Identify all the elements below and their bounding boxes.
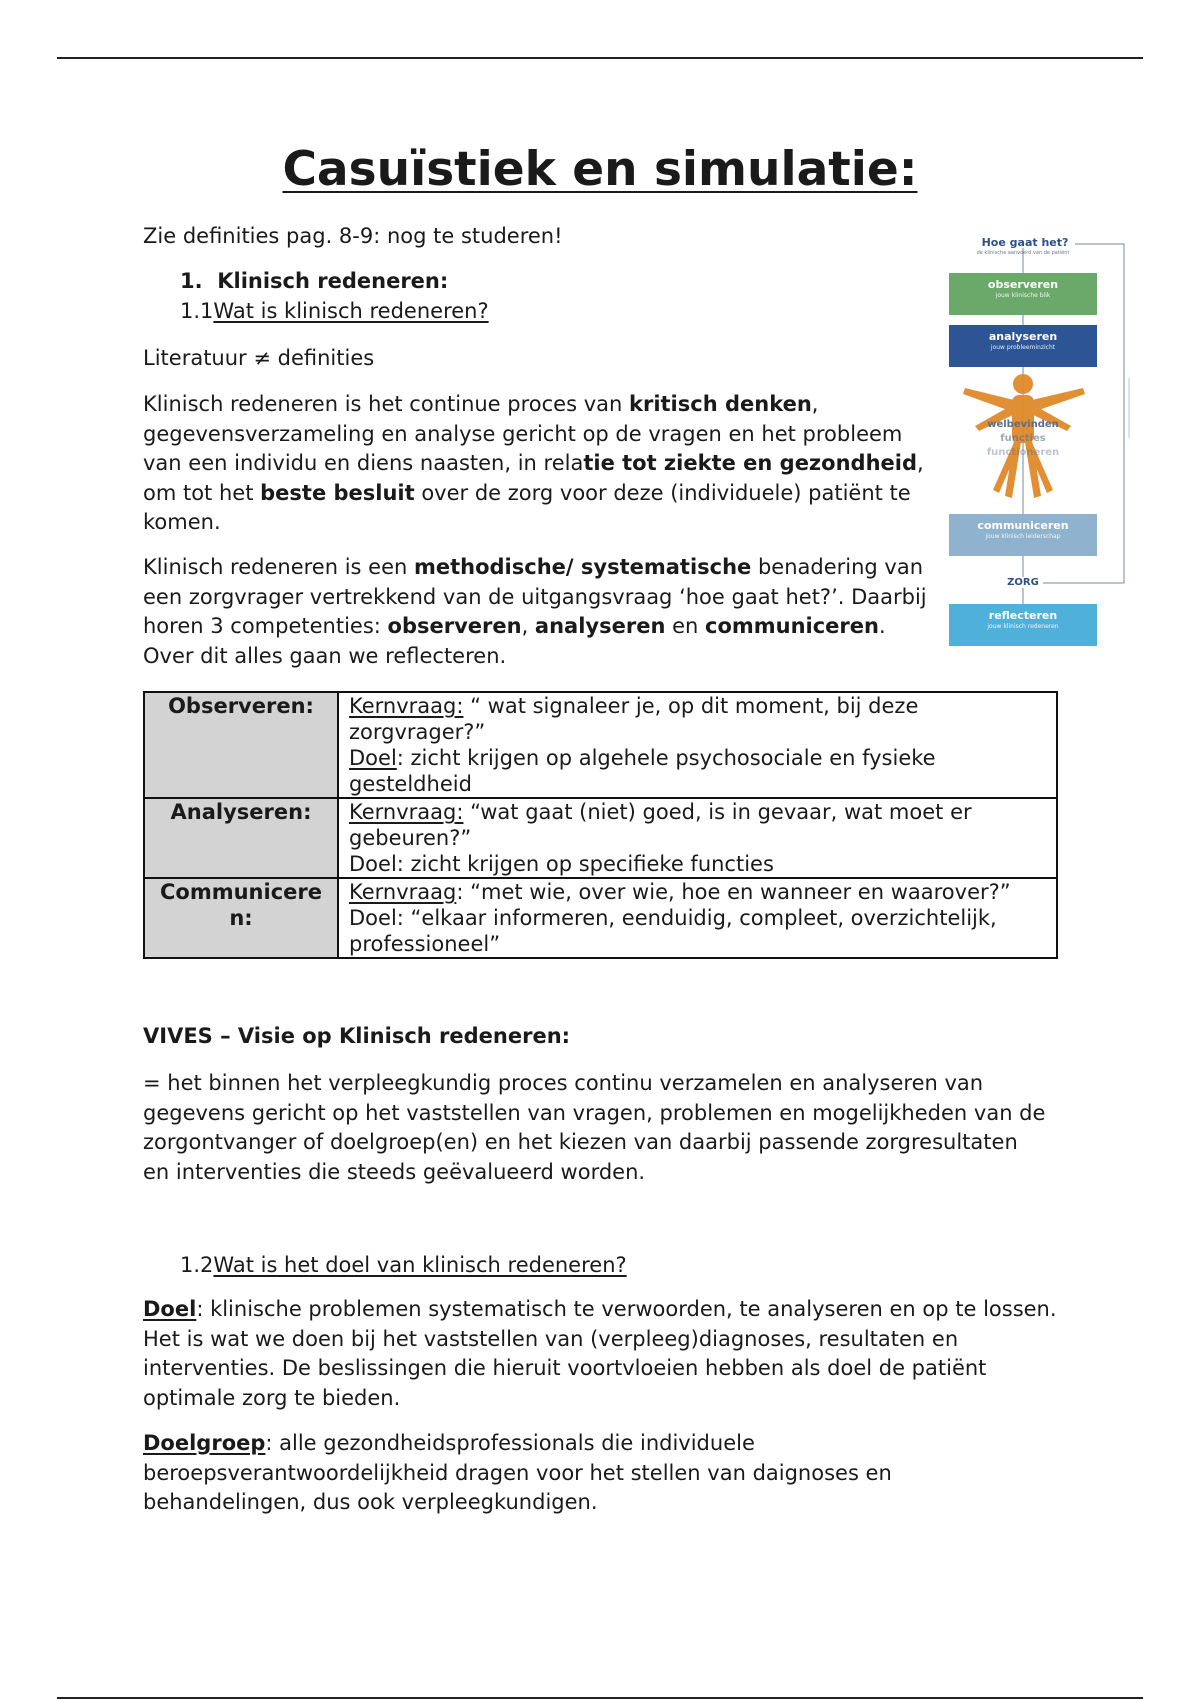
intro-note: Zie definities pag. 8-9: nog te studeren! — [143, 224, 563, 248]
diagram-question: Hoe gaat het? — [981, 236, 1069, 249]
subsection-heading-1-2 — [180, 1251, 627, 1280]
diagram-body-label: welbevinden functies functioneren — [986, 419, 1060, 458]
subsection-label: Wat is het doel van klinisch redeneren? — [213, 1253, 627, 1277]
vives-paragraph: = het binnen het verpleegkundig proces continu verzamelen en analyseren van gegevens gericht op het vaststellen van vragen, problemen en mogelijkheden van de zorgontvanger of doelgroep(en) en het kiezen van daarbij passende zorgresultaten en interventies die steeds geëvalueerd worden. — [143, 1071, 1046, 1184]
competency-table — [143, 691, 1058, 959]
table-row — [144, 798, 1057, 878]
top-rule — [57, 57, 1143, 59]
table-row — [144, 878, 1057, 958]
diagram-question-sub: de klinische aanvoerd van de patiënt — [976, 250, 1070, 256]
row-content: Kernvraag: “met wie, over wie, hoe en wanneer en waarover?” Doel: “elkaar informeren, eenduidig, compleet, overzichtelijk, professioneel” — [338, 878, 1057, 958]
subsection-heading-1-1 — [180, 297, 489, 326]
subsection-number: 1.1 — [180, 299, 214, 323]
diagram-box-analyseren: analyseren jouw probleeminzicht — [949, 325, 1097, 367]
clinical-reasoning-diagram — [935, 228, 1135, 658]
section-heading-1 — [180, 267, 448, 296]
method-paragraph: Klinisch redeneren is een methodische/ systematische benadering van een zorgvrager vertrekkend van de uitgangsvraag ‘hoe gaat het?’. Daarbij horen 3 competenties: observeren, analyseren en communiceren. Over dit alles gaan we reflecteren. — [143, 555, 927, 668]
table-row — [144, 692, 1057, 798]
section-label: Klinisch redeneren: — [217, 269, 449, 293]
diagram-box-observeren: observeren jouw klinische blik — [949, 273, 1097, 315]
row-label: Observeren: — [144, 692, 338, 798]
row-label: Communicere n: — [144, 878, 338, 958]
diagram-box-communiceren: communiceren jouw klinisch leiderschap — [949, 514, 1097, 556]
subsection-label: Wat is klinisch redeneren? — [213, 299, 489, 323]
row-label: Analyseren: — [144, 798, 338, 878]
doelgroep-paragraph: Doelgroep: alle gezondheidsprofessionals die individuele beroepsverantwoordelijkheid dragen voor het stellen van daignoses en behandelingen, dus ook verpleegkundigen. — [143, 1431, 892, 1514]
bottom-rule — [57, 1697, 1143, 1699]
doel-paragraph: Doel: klinische problemen systematisch te verwoorden, te analyseren en op te lossen. Het is wat we doen bij het vaststellen van (verpleeg)diagnoses, resultaten en interventies. De beslissingen die hieruit voortvloeien hebben als doel de patiënt optimale zorg te bieden. — [143, 1297, 1057, 1410]
subsection-number: 1.2 — [180, 1253, 214, 1277]
vives-heading: VIVES – Visie op Klinisch redeneren: — [143, 1024, 571, 1048]
row-content: Kernvraag: “ wat signaleer je, op dit moment, bij deze zorgvrager?” Doel: zicht krijgen op algehele psychosociale en fysieke gesteldheid — [338, 692, 1057, 798]
literature-note: Literatuur ≠ definities — [143, 346, 375, 370]
definition-paragraph: Klinisch redeneren is het continue proces van kritisch denken, gegevensverzameling en analyse gericht op de vragen en het probleem van een individu en diens naasten, in relatie tot ziekte en gezondheid, om tot het beste besluit over de zorg voor deze (individuele) patiënt te komen. — [143, 392, 924, 534]
section-number: 1. — [180, 269, 203, 293]
row-content: Kernvraag: “wat gaat (niet) goed, is in gevaar, wat moet er gebeuren?” Doel: zicht krijgen op specifieke functies — [338, 798, 1057, 878]
page-title: Casuïstiek en simulatie: — [282, 142, 918, 197]
diagram-zorg-label: ZORG — [1003, 577, 1043, 588]
diagram-box-reflecteren: reflecteren jouw klinisch redeneren — [949, 604, 1097, 646]
